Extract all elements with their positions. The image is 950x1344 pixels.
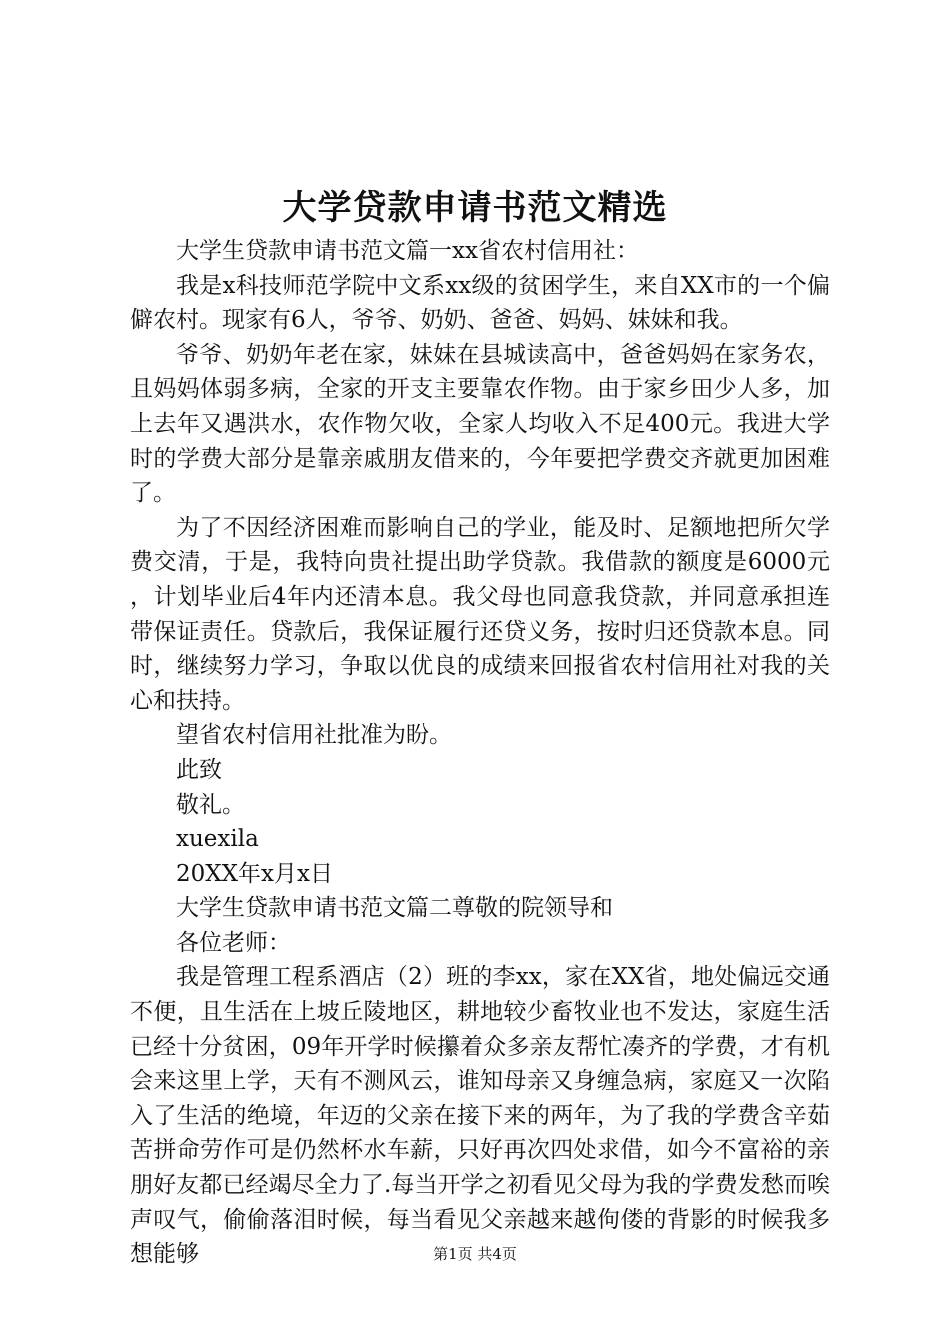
page-footer: 第1页 共4页 (433, 1245, 517, 1263)
paragraph: xuexila (176, 826, 259, 853)
paragraph: 20XX年x月x日 (176, 860, 333, 887)
document-body (130, 234, 830, 1272)
paragraph: 敬礼。 (176, 791, 245, 818)
paragraph: 我是管理工程系酒店（2）班的李xx，家在XX省，地处偏远交通不便，且生活在上坡丘陵地区，耕地较少畜牧业也不发达，家庭生活已经十分贫困，09年开学时候攥着众多亲友帮忙凑齐的学费，才有机会来这里上学，天有不测风云，谁知母亲又身缠急病，家庭又一次陷入了生活的绝境，年迈的父亲在接下来的两年，为了我的学费含辛茹苦拼命劳作可是仍然杯水车薪，只好再次四处求借，如今不富裕的亲朋好友都已经竭尽全力了.每当开学之初看见父母为我的学费发愁而唉声叹气，偷偷落泪时候，每当看见父亲越来越佝偻的背影的时候我多想能够 (130, 964, 830, 1268)
document-title: 大学贷款申请书范文精选 (282, 188, 668, 228)
paragraph: 大学生贷款申请书范文篇一xx省农村信用社： (176, 238, 639, 264)
paragraph: 各位老师： (176, 929, 291, 956)
paragraph: 我是x科技师范学院中文系xx级的贫困学生，来自XX市的一个偏僻农村。现家有6人，爷爷、奶奶、爸爸、妈妈、妹妹和我。 (130, 272, 830, 334)
paragraph: 为了不因经济困难而影响自己的学业，能及时、足额地把所欠学费交清，于是，我特向贵社提出助学贷款。我借款的额度是6000元，计划毕业后4年内还清本息。我父母也同意我贷款，并同意承担连带保证责任。贷款后，我保证履行还贷义务，按时归还贷款本息。同时，继续努力学习，争取以优良的成绩来回报省农村信用社对我的关心和扶持。 (130, 514, 830, 714)
paragraph: 望省农村信用社批准为盼。 (176, 722, 452, 749)
paragraph: 大学生贷款申请书范文篇二尊敬的院领导和 (176, 895, 613, 922)
paragraph: 爷爷、奶奶年老在家，妹妹在县城读高中，爸爸妈妈在家务农，且妈妈体弱多病，全家的开支主要靠农作物。由于家乡田少人多，加上去年又遇洪水，农作物欠收，全家人均收入不足400元。我进大学时的学费大部分是靠亲戚朋友借来的，今年要把学费交齐就更加困难了。 (130, 341, 830, 507)
paragraph: 此致 (176, 756, 222, 783)
